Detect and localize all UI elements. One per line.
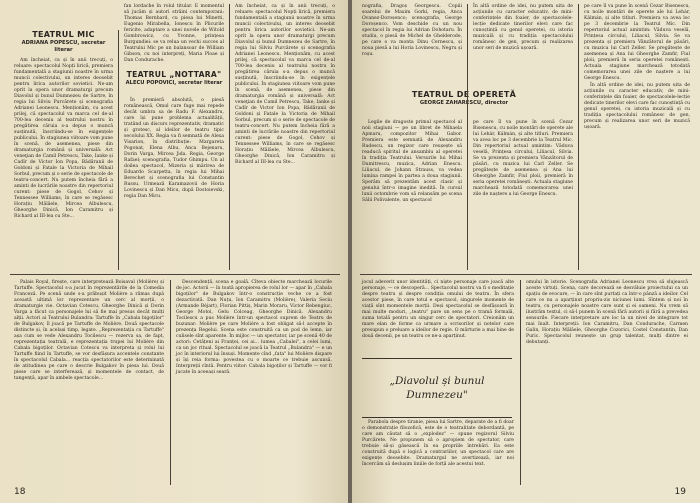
article-body: Descendență, scena e goală. Cîteva obiecte marchează locurile de joc. Actorii — în toată apropierea de rolul lor — apar în „Cabala bigoților" de Bulgakov într-o construcție veche ce a fost dezactivată. Dan Nuțu, Ion Caramitru (Molière), Valeria Seciu (Armande Béjart), Florian Pittiș, Marin Moraru, Victor Rebengiuc, George Motoi, Gelu Colceag, Gheorghe Dinică. Alexandru Tocilescu a pus Molière într-un spectacol suprem de Teatru de buzunar: Molière pe care Molière a fost obligat să-l accepte în prezența Regelui. Scena este construită ca un pod de lemn, iar culisele sînt aparente. În mijloc — un spectator, iar pe scenă 40 de actori: Cetățeni ai Franței, cei ai... lumea „Cabalei", a celei lumi, ca un joc ritual. Spectacolul se joacă la Teatrul „Bulandra" — e un joc în interiorul lui însuși. Momente cînd „fata" lui Molière dispare și își reia forma: povestea cu o moarte ce trebuie ascunsă. Interpreții cîntă. Pentru viitor: Cabala bigoților și Tartuffe — vor fi jucate în aceeași seară. bbox=[176, 280, 332, 375]
left-page bbox=[0, 0, 348, 503]
column-divider bbox=[118, 30, 119, 270]
article-body: În altă ordine de idei, nu putem uita de acțiunile cu caracter educativ, de mini-conferințele din foaier, de spectacolele-lecție dedicate tinerilor elevi care fac cunoștință cu genul operetei, cu istoria muzicală și cu tradiția spectacolului românesc de gen, precum și realizarea unor seri de muzică ușoară. bbox=[584, 83, 691, 130]
col1-top-text bbox=[362, 4, 462, 57]
col2-top-text bbox=[473, 4, 573, 84]
column-divider bbox=[467, 4, 468, 270]
article-body: pe care îl va pune în scenă Cezar Bisenescu, cu noile montări de operete ale lui Lehár, Kálmán, și alte titluri. Premiera va avea loc pe 3 decembrie la Teatrul Mic. Din repertoriul actual amintim: Văduva veselă, Prințesa circului, Liliacul, Silvia. Se va prezenta și premiera Vânzătorul de păsări, cu muzica lui Carl Zeller. Se pregătește de asemenea și Ana lui Gheorghe Zamfir, Fiul ploii, premieră în seria operetei românești. Actuala stagiune marchează totodată comemorarea unei zile de naștere a lui George Enescu. bbox=[473, 120, 573, 197]
bottom-col1-text bbox=[362, 280, 514, 354]
article-body: Am încheiat, ca și în anii trecuți, o reluare: spectacolul Nopți lirică, premiera fundamentală a stagiunii noastre în urma muncii colectivului, un interes deosebit pentru lirica autorilor sovietici. Ne-am oprit la opera unor dramaturgi precum Diavolul și bunul Dumnezeu de Sartre, în regia lui Silviu Purcărete și scenografia Adrianei Leonescu. Menționăm, cu acest prilej, că spectacolul va marca cel de-al 700-lea deceniu al teatrului nostru în pregătirea căruia s-a depus o muncă susținută, înscriindu-se în exigențele publicului. În stagiunea viitoare vom pune în scenă, de asemenea, piese din dramaturgia română și universală: Act veneţian de Camil Petrescu, Take, Ianke și Cadîr de Victor Ion Popa, Bădăranii de Goldoni și Fatale la Victoria de Mihail Sorbul, precum și o serie de spectacole de teatru-concert. Nu putem încheia fără a aminti de lucrările noastre din repertoriul curent: piese de Gogol, Cehov și Tennessee Williams, în care se regăsesc Horațiu Mălăele, Mircea Albulescu, Gheorghe Dinică, Ion Caramitru și Richard al III-lea cu Ste... bbox=[235, 4, 335, 165]
column-divider bbox=[170, 280, 171, 485]
article-body: fan lordache în rolul titular. E momentul să jucăm și autori străini contemporani: Thomas Bernhard, cu piesa lui Minetti, Eugenio Mirabella, Ionescu în Plicurile fericite, adaptare a unei nuvele de Witold Gombrowicz, cu Yvonne, prințesa Burgundiei: se va relua un vechi succes al Teatrului Mic pe un balansoar de William Gibson, cu noi interpreți, Maria Ploae și Dan Condurache. bbox=[124, 4, 224, 63]
page-number: 19 bbox=[674, 487, 686, 497]
article-body: Parabola despre tiranie, piesa lui Sartre, deparate de a fi doar o demonstrație filozofică, este de o teatralitate debordantă, pe care am căutat să o „explodez" — spune regizorul Silviu Purcărete. Ne propunem să o apropiem de spectator, care trebuie să-și găsească în ea propriile întrebări. Ea este construită după o logică a contrariilor, un spectacol care are exigențe deosebite. Dramaturgul ne avertizează, iar noi încercăm să deslușim liniile de forță ale acestui text. bbox=[362, 420, 514, 467]
article-author: ALECU POPOVICI, secretar literar bbox=[125, 80, 223, 86]
section-divider bbox=[10, 274, 340, 275]
article-title: TEATRUL DE OPERETĂ bbox=[411, 90, 517, 99]
section-divider bbox=[360, 274, 692, 275]
column-divider bbox=[229, 4, 230, 270]
teatrul-mic-heading bbox=[14, 30, 113, 54]
page-number: 18 bbox=[14, 487, 26, 497]
article-body: Legile de dragoste primul spectacol al noii stagiuni — pe un libret de Mihaela Apmaru, compozitor Mihai Gabor. Premiera este semnată de Alexandru Rudescu, un regizor care reușește să readucă spiritul de ansamblu al operetei în tradiția Teatrului. Versurile lui Mihai Dumitrescu, muzica, Adrian Enescu. Liliacul, de Johann Strauss, va vedea lumina rampei în partea a doua stagiunii. Sperăm să prezentăm acest clasic și genului într-o imagine inedită. În cursul lunii octombrie vom să relansăm pe scena Sălii Polivalente, un spectacol bbox=[362, 120, 462, 203]
opereta-body-col1 bbox=[362, 120, 462, 268]
right-page bbox=[352, 0, 700, 503]
article-title: TEATRUL MIC bbox=[32, 30, 95, 39]
article-body: În premieră absolută, o piesă românească, Omul care fuge mai repede decât umbra sa de Radu F. Alexandru, care își pune problema actualității, tratând un discurs reprezentativ, dramatic și grotesc, al ideilor de teatru tipic secolului XX. Regia va fi semnată de Alexa Visarion, în distribuție: Margareta Pogonat, Elena Albu, Anca Bejenaru, Dorin Varga, Mircea Jida. Regia, George Rafael; scenografia, Tudor Ghimpu. Un al doilea spectacol, Mizeria și mărirea de Eduardo Scarpetta, în regia lui Mihai Berechet și scenografia lui Constantin Russu. Urmează Karamazovii de Horia Lovinescu și Dan Micu, după Dostoievski, regia Dan Micu. bbox=[124, 98, 224, 199]
nottara-heading bbox=[124, 70, 224, 87]
article-body: Am încheiat, ca și în anii trecuți, o reluare: spectacolul Nopți lirică, premiera fundamentală a stagiunii noastre în urma muncii colectivului, un interes deosebit pentru lirica autorilor sovietici. Ne-am oprit la opera unor dramaturgi precum Diavolul și bunul Dumnezeu de Sartre, în regia lui Silviu Purcărete și scenografia Adrianei Leonescu. Menționăm, cu acest prilej, că spectacolul va marca cel de-al 700-lea deceniu al teatrului nostru în pregătirea căruia s-a depus o muncă susținută, înscriindu-se în exigențele publicului. În stagiunea viitoare vom pune în scenă, de asemenea, piese din dramaturgia română și universală: Act veneţian de Camil Petrescu, Take, Ianke și Cadîr de Victor Ion Popa, Bădăranii de Goldoni și Fatale la Victoria de Mihail Sorbul, precum și o serie de spectacole de teatru-concert. Nu putem încheia fără a aminti de lucrările noastre din repertoriul curent: piese de Gogol, Cehov și Tennessee Williams, în care se regăsesc Horațiu Mălăele, Mircea Albulescu, Gheorghe Dinică, Ion Caramitru și Richard al III-lea cu Ste... bbox=[14, 58, 113, 219]
col3-text bbox=[235, 4, 335, 266]
pull-quote-text: „Diavolul și bunul Dumnezeu" bbox=[389, 375, 485, 401]
pull-quote bbox=[362, 358, 512, 418]
col2-top-text bbox=[124, 4, 224, 64]
column-divider bbox=[578, 4, 579, 270]
article-author: ADRIANA POPESCU, secretar literar bbox=[21, 40, 106, 53]
article-author: GEORGE ZAHARESCU, director bbox=[419, 100, 509, 106]
nottara-body-col1 bbox=[124, 98, 224, 266]
article-body: Palais Royal, firește, care interpretează Boisaval (Molière) și Tartuffe. Spectacolul s-a jucat în reprezentările de la Comedia Franceză. Pe scenă unde s-a prăbușit Molière a rămas după această ultimă lor reprezentare un cerc al morții, o dramaturgie vie. Octavian Cotescu, Gheorghe Dinică și Dorin Varga a făcut ca personajele lui să fie mai presus decât mulți alții. Actori ai Teatrului Bulandra: Tartuffe în „Cabala bigoților" de Bulgakov, îl joacă pe Tartuffe de Molière. Două spectacole distincte și, în același timp, legate. „Reprezentația cu Tartuffe" așa cum se vede Alexandru Tocilescu — rezerva sa, de fapt, reprezentația teatrală, e reprezentația trupei lui Molière din Cabala bigoților. Octavian Cotescu va interpreta și rolul lui Tartuffe fiind în Tartuffe, se vor desfășura accentele constante în spectacolul Cabala... reacția spectatorilor este determinată de atitudinea pe care o descrie Bulgakov în piesa lui. Două piese care se interferează, și momentele de contact, de tangență, apar în ambele spectacole... bbox=[14, 280, 164, 381]
article-body: jocul adeverit unor identități, ci niște personaje care joacă alte personaje, — ce descoperă... Spectacolul nostru va fi o meditație despre teatru și despre condiția omului de teatru. În sfera acestor piese, în care totul e spectacol, singurele momente de viață sînt momentele morții. Deși spectacolul se desfășoară în mai multe moduri, „teatru" pare un sens pe o tramă formală, suma totală pentru un singur cerc de spectatori. Creionăm un mare elan de forme ca urmare a scrisorilor și notelor care presupun o preluare a ideilor de regie. O mărturie a mai bine de două decenii, pe un teatru ce ne-a aparținut. bbox=[362, 280, 514, 339]
descendenta-article bbox=[176, 280, 332, 486]
article-body: pe care îl va pune în scenă Cezar Bisenescu, cu noile montări de operete ale lui Lehár, Kálmán, și alte titluri. Premiera va avea loc pe 3 decembrie la Teatrul Mic. Din repertoriul actual amintim: Văduva veselă, Prințesa circului, Liliacul, Silvia. Se va prezenta și premiera Vânzătorul de păsări, cu muzica lui Carl Zeller. Se pregătește de asemenea și Ana lui Gheorghe Zamfir, Fiul ploii, premieră în seria operetei românești. Actuala stagiune marchează totodată comemorarea unei zile de naștere a lui George Enescu. bbox=[584, 4, 690, 81]
opereta-heading-wrap bbox=[366, 90, 566, 120]
opereta-body-col2 bbox=[473, 120, 573, 268]
article-body: omului în istorie. Scenografia Adrianei Leonescu vrea să slujească aceste virtuți. Scena, care decorează se desvăluie proiectului ca un spațiu de evocare, — în care sînt purtați ca într-o pânză a ideilor. Cel care ce nu a aparținut propriu-zis niciunei lumi. Sîntem și noi în teatru, cu personajele noastre care sunt și ei oameni. Nu vrem să ilustrăm textul, ci să-l punem în scenă fără autorii și fără a prevedea sensurile. Fiecare interpretare are loc la un nivel de integrare tot mai înalt. Interpreții: Ion Caramitru, Dan Condurache, Carmen Galin, Horațiu Mălăele, Gheorghe Cozorici, Costel Constantin, Dan Puric. Spectacolul reunește un grup talentat, mulți dintre ei debutanți. bbox=[526, 280, 688, 345]
bottom-col2-text bbox=[526, 280, 688, 486]
opereta-heading bbox=[366, 90, 562, 107]
palais-royal-article bbox=[14, 280, 164, 486]
column-divider bbox=[520, 280, 521, 485]
article-title: TEATRUL „NOTTARA" bbox=[126, 70, 222, 79]
article-body: nografia, Dragoș Georgescu. Copiii soarelui de Maxim Gorki, regia, Anca Ovanez-Doroșenco; scenografia, George Doroșenco. Vom deschide cu un nou spectacol în regia lui Adrian Dohotaru. În studiu, o piesă de Michel de Ghelderode, pe care o va monta Dinu Cernescu, și noua piesă a lui Horia Lovinescu, Negru și roșu. bbox=[362, 4, 462, 57]
col3-text bbox=[584, 4, 690, 266]
teatrul-mic-article bbox=[14, 30, 113, 268]
bottom-col1-text-b bbox=[362, 420, 514, 486]
article-body: În altă ordine de idei, nu putem uita de acțiunile cu caracter educativ, de mini-conferințele din foaier, de spectacolele-lecție dedicate tinerilor elevi care fac cunoștință cu genul operetei, cu istoria muzicală și cu tradiția spectacolului românesc de gen, precum și realizarea unor seri de muzică ușoară. bbox=[473, 4, 573, 51]
